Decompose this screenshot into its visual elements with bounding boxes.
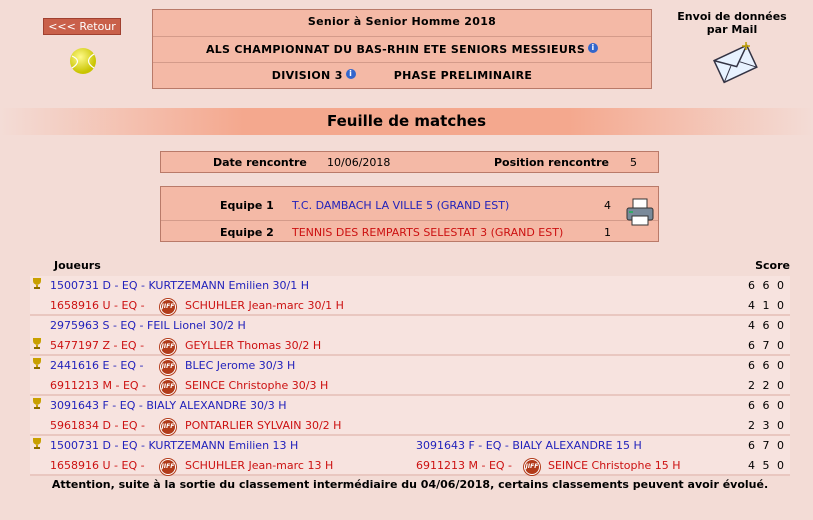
match-row [30,396,790,436]
jiff-icon: JIFF [160,337,176,356]
player-name[interactable]: SEINCE Christophe 30/3 H [185,379,329,392]
set-scores: 4 6 0 [748,319,786,332]
players-header: Joueurs [54,259,101,272]
player-name[interactable]: 1500731 D - EQ - KURTZEMANN Emilien 13 H [50,439,299,452]
set-scores: 4 1 0 [748,299,786,312]
team1-player-line [30,396,790,415]
meeting-info [160,151,659,173]
team2-player-line [30,416,790,435]
competition-category: Senior à Senior Homme 2018 [307,15,497,28]
set-scores: 6 6 0 [748,359,786,372]
team2-player-line [30,296,790,315]
player-name[interactable]: GEYLLER Thomas 30/2 H [185,339,322,352]
winner-cup-icon [32,436,42,455]
match-row [30,356,790,396]
match-row [30,436,790,476]
team2-score: 1 [604,226,611,239]
set-scores: 6 7 0 [748,439,786,452]
date-value: 10/06/2018 [327,156,391,169]
competition-title: ALS CHAMPIONNAT DU BAS-RHIN ETE SENIORS MESSIEURS i [153,43,651,56]
set-scores: 2 3 0 [748,419,786,432]
player-name[interactable]: SCHUHLER Jean-marc 30/1 H [185,299,344,312]
team2-player-line [30,376,790,395]
team2-name[interactable]: TENNIS DES REMPARTS SELESTAT 3 (GRAND EST) [292,226,564,239]
jiff-icon: JIFF [160,417,176,436]
mail-envelope-icon[interactable] [712,40,758,86]
division-row [153,69,651,82]
division-label: DIVISION 3 [271,69,343,82]
player-id: 5961834 D - EQ - [50,419,145,432]
set-scores: 2 2 0 [748,379,786,392]
jiff-icon: JIFF [524,457,540,476]
player-name[interactable]: SCHUHLER Jean-marc 13 H [185,459,334,472]
position-label: Position rencontre [494,156,609,169]
team2-player-line [30,336,790,355]
division-info-icon[interactable]: i [346,69,356,79]
winner-cup-icon [32,396,42,415]
jiff-icon: JIFF [160,357,176,376]
team1-name[interactable]: T.C. DAMBACH LA VILLE 5 (GRAND EST) [292,199,510,212]
jiff-icon: JIFF [160,297,176,316]
player-id: 2441616 E - EQ - [50,359,144,372]
player-id: 1658916 U - EQ - [50,459,145,472]
match-row [30,316,790,356]
player-id: 6911213 M - EQ - [50,379,147,392]
set-scores: 6 6 0 [748,279,786,292]
team2-player-line [30,456,790,475]
team1-label: Equipe 1 [220,199,274,212]
player-id: 1658916 U - EQ - [50,299,145,312]
player-name[interactable]: PONTARLIER SYLVAIN 30/2 H [185,419,342,432]
team1-player-line [30,276,790,295]
match-row [30,276,790,316]
phase-label: PHASE PRELIMINAIRE [393,69,533,82]
partner-name[interactable]: SEINCE Christophe 15 H [548,459,681,472]
partner-name[interactable]: 3091643 F - EQ - BIALY ALEXANDRE 15 H [416,439,642,452]
back-button[interactable]: <<< Retour [43,18,121,35]
player-name[interactable]: 2975963 S - EQ - FEIL Lionel 30/2 H [50,319,246,332]
team1-player-line [30,316,790,335]
player-name[interactable]: BLEC Jerome 30/3 H [185,359,296,372]
jiff-icon: JIFF [160,377,176,396]
competition-header [152,9,652,89]
winner-cup-icon [32,336,42,355]
jiff-icon: JIFF [160,457,176,476]
winner-cup-icon [32,276,42,295]
tennis-ball-icon [69,47,97,75]
team1-player-line [30,356,790,375]
team1-player-line [30,436,790,455]
winner-cup-icon [32,356,42,375]
player-name[interactable]: 3091643 F - EQ - BIALY ALEXANDRE 30/3 H [50,399,287,412]
team2-label: Equipe 2 [220,226,274,239]
teams-panel [160,186,659,242]
player-name[interactable]: 1500731 D - EQ - KURTZEMANN Emilien 30/1 H [50,279,310,292]
ranking-notice: Attention, suite à la sortie du classement intermédiaire du 04/06/2018, certains classements peuvent avoir évolué. [51,478,769,491]
position-value: 5 [630,156,637,169]
printer-icon[interactable] [624,197,656,227]
set-scores: 4 5 0 [748,459,786,472]
date-label: Date rencontre [213,156,307,169]
partner-id: 6911213 M - EQ - [416,459,513,472]
set-scores: 6 6 0 [748,399,786,412]
mail-label: Envoi de données par Mail [677,10,787,36]
team1-score: 4 [604,199,611,212]
set-scores: 6 7 0 [748,339,786,352]
section-title: Feuille de matches [326,112,487,130]
info-icon[interactable]: i [588,43,598,53]
player-id: 5477197 Z - EQ - [50,339,145,352]
score-header: Score [755,259,790,272]
matches-table [30,258,790,474]
